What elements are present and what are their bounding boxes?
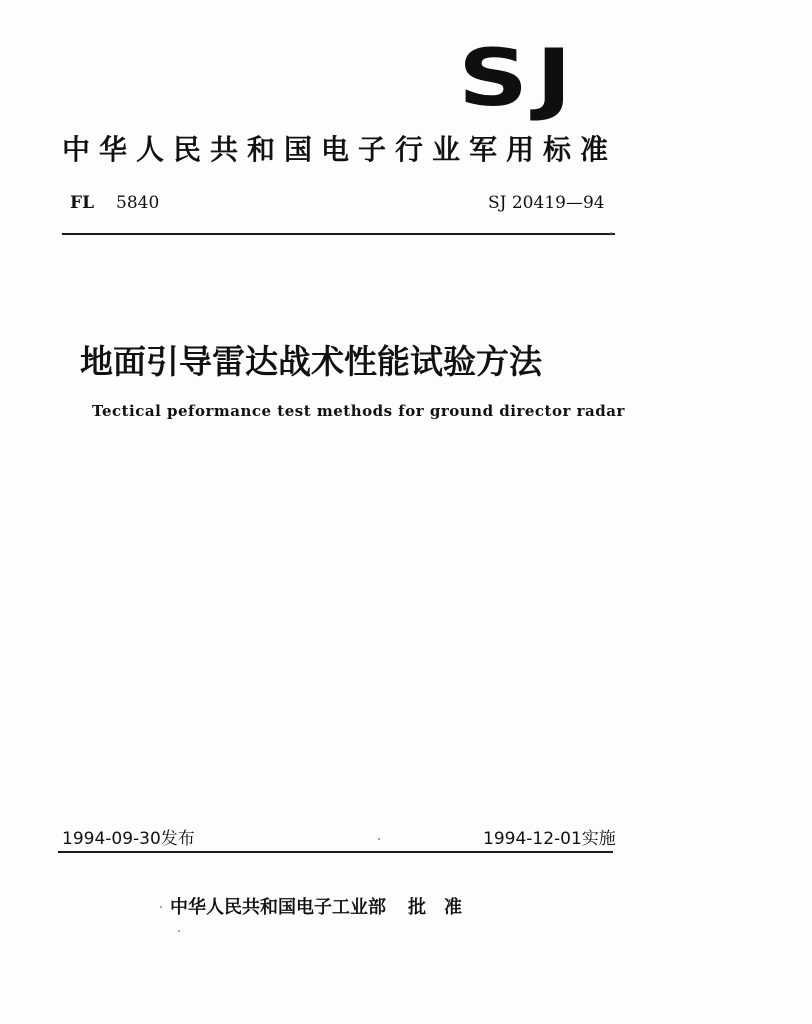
- scan-speck: [160, 906, 162, 908]
- bottom-divider: [58, 851, 613, 853]
- series-title: 中华人民共和国电子行业军用标准: [62, 133, 618, 166]
- effective-date: 1994-12-01实施: [483, 829, 616, 849]
- document-title-chinese: 地面引导雷达战术性能试验方法: [80, 342, 542, 381]
- classification-number: 5840: [116, 193, 160, 213]
- classification-code: [70, 193, 159, 213]
- document-title-english: Tectical peformance test methods for ground director radar: [92, 402, 625, 420]
- approving-authority: 中华人民共和国电子工业部: [170, 897, 386, 918]
- scan-speck: [178, 930, 180, 932]
- scan-speck: [610, 232, 612, 234]
- standard-number: SJ 20419—94: [488, 193, 605, 213]
- approval-action: 批准: [408, 897, 480, 918]
- sj-logo: SJ: [458, 34, 580, 124]
- classification-prefix: FL: [70, 193, 95, 213]
- top-divider: [62, 233, 615, 235]
- issue-date: 1994-09-30发布: [62, 829, 195, 849]
- scan-speck: [378, 838, 380, 840]
- approval-line: [170, 893, 480, 919]
